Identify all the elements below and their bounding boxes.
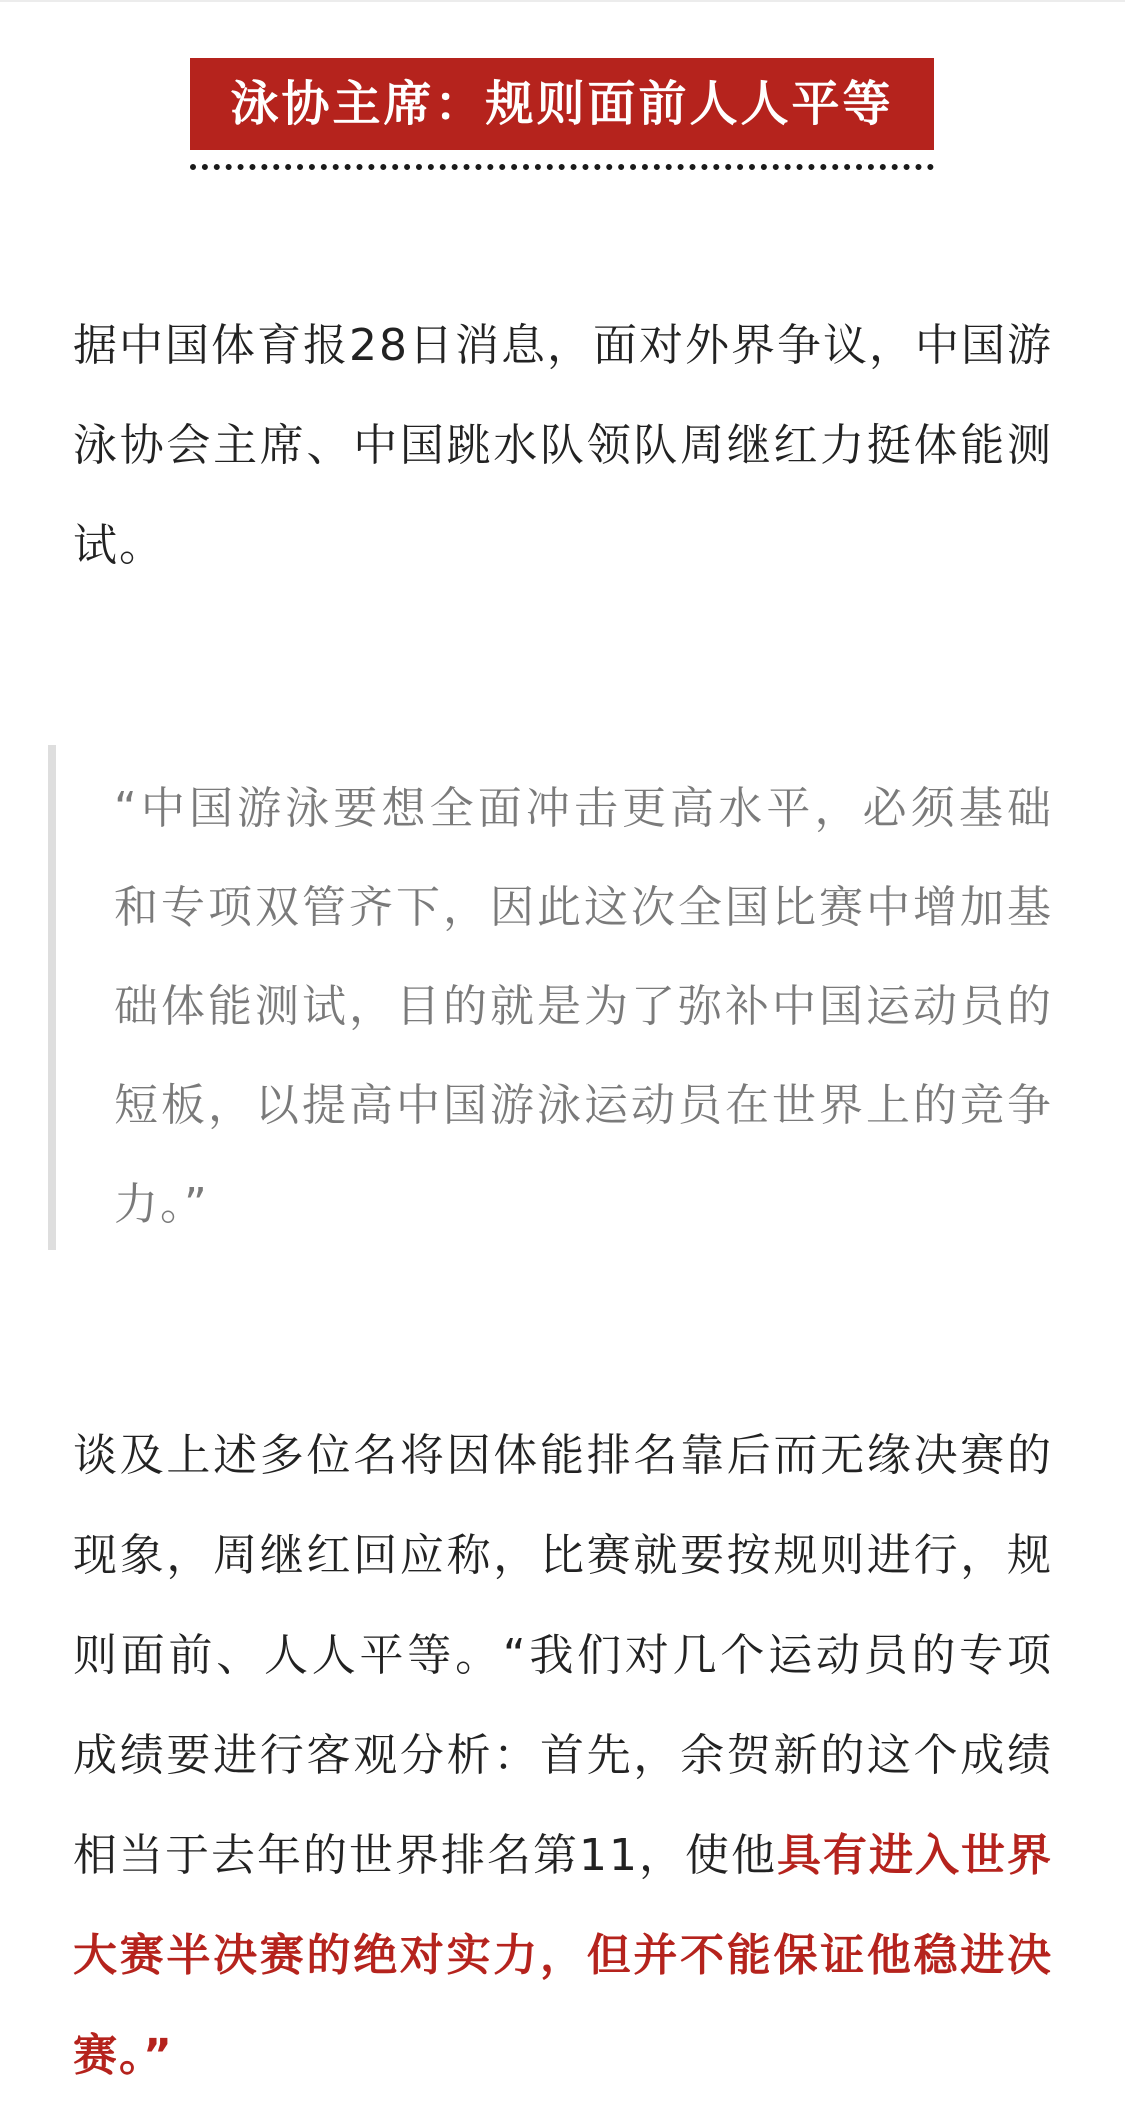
body-paragraph-text: 谈及上述多位名将因体能排名靠后而无缘决赛的现象，周继红回应称，比赛就要按规则进行，规则面前、人人平等。“我们对几个运动员的专项成绩要进行客观分析：首先，余贺新的这个成绩相当于去年的世界排名第11，使他 (73, 1430, 1053, 1881)
title-dotted-underline (190, 164, 934, 170)
top-divider (0, 0, 1125, 2)
section-title (190, 58, 934, 170)
lead-paragraph: 据中国体育报28日消息，面对外界争议，中国游泳协会主席、中国跳水队领队周继红力挺体能测试。 (73, 320, 1053, 571)
highlighted-text: 具有进入世界大赛半决赛的绝对实力，但并不能保证他稳进决赛。” (73, 1830, 1053, 2081)
quote-text: “中国游泳要想全面冲击更高水平，必须基础和专项双管齐下，因此这次全国比赛中增加基础体能测试，目的就是为了弥补中国运动员的短板，以提高中国游泳运动员在世界上的竞争力。” (114, 783, 1053, 1230)
section-title-text: 泳协主席：规则面前人人平等 (190, 58, 934, 150)
body-paragraph (73, 1406, 1053, 2106)
blockquote (48, 745, 1053, 1250)
